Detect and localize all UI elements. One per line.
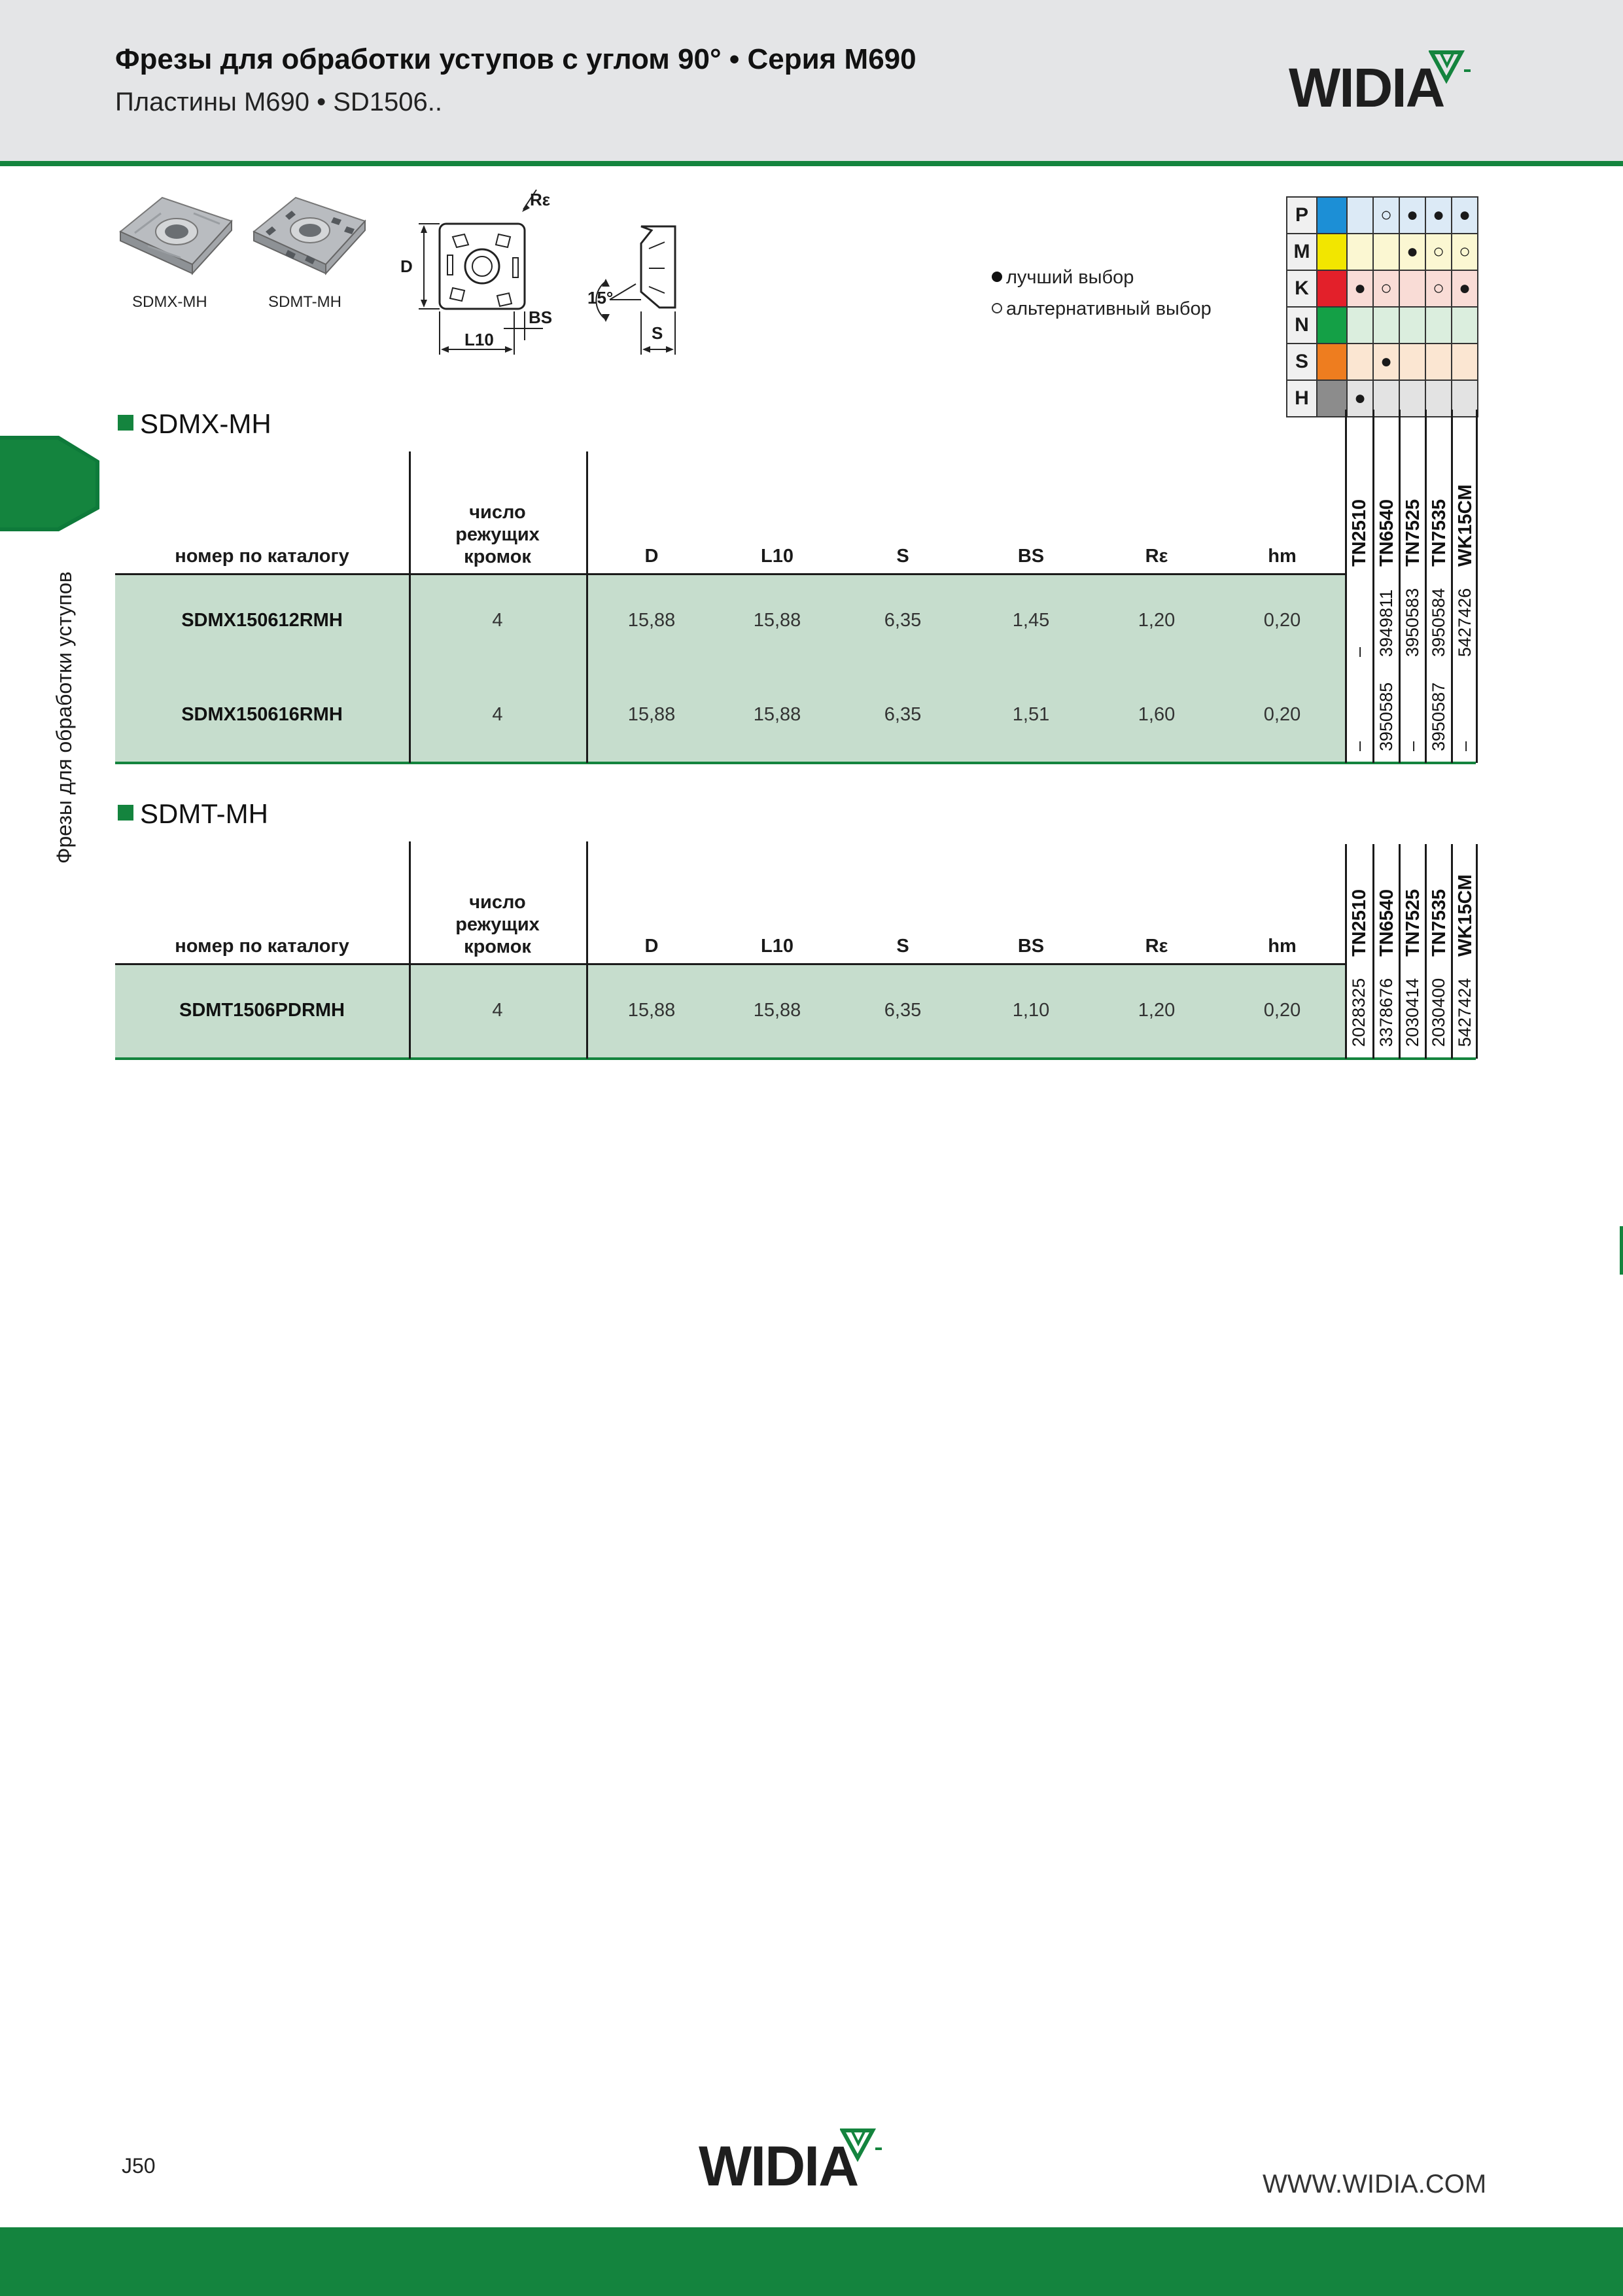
grade-column-divider (1476, 410, 1478, 763)
col-header-edges: число режущих кромок (455, 892, 540, 957)
cutting-edges: 4 (492, 704, 503, 725)
grade-suitability-mark (1399, 307, 1425, 344)
material-code: N (1287, 307, 1317, 344)
section-title-sdmt: SDMT-MH (118, 798, 268, 830)
section-title-sdmx: SDMX-MH (118, 408, 271, 440)
col-header-d: D (644, 936, 659, 957)
grade-column-divider (1425, 410, 1427, 763)
material-grade-grid (1286, 196, 1478, 417)
col-header-re: Rε (1145, 936, 1168, 957)
value-hm: 0,20 (1263, 704, 1301, 725)
cutting-edges: 4 (492, 610, 503, 631)
drawing-label-s: S (652, 323, 663, 343)
value-s: 6,35 (884, 704, 922, 725)
green-square-icon (118, 415, 133, 431)
material-row (1287, 234, 1478, 270)
grade-suitability-mark (1373, 380, 1399, 417)
table-bottom-rule (115, 762, 1476, 764)
grade-suitability-mark (1425, 307, 1452, 344)
grade-column-divider (1399, 844, 1401, 1059)
grade-suitability-mark: ● (1373, 344, 1399, 380)
right-edge-marker (1620, 1226, 1623, 1275)
value-hm: 0,20 (1263, 1000, 1301, 1021)
value-s: 6,35 (884, 610, 922, 631)
material-code: H (1287, 380, 1317, 417)
legend-alt: альтернативный выбор (992, 298, 1212, 320)
filled-dot-icon (992, 272, 1002, 282)
material-row (1287, 270, 1478, 307)
grade-suitability-mark: ● (1452, 197, 1478, 234)
material-color-swatch (1317, 307, 1347, 344)
insert-sdmx-image (115, 194, 237, 276)
value-l10: 15,88 (753, 610, 801, 631)
material-row (1287, 380, 1478, 417)
table-row-band (115, 574, 1345, 763)
material-color-swatch (1317, 344, 1347, 380)
col-header-catalog: номер по каталогу (175, 546, 349, 567)
value-re: 1,20 (1138, 610, 1176, 631)
col-header-re: Rε (1145, 546, 1168, 567)
footer-band (0, 2227, 1623, 2296)
grade-suitability-mark: ● (1425, 197, 1452, 234)
widia-logo: WIDIA (1289, 60, 1478, 119)
grade-suitability-mark (1399, 344, 1425, 380)
value-bs: 1,10 (1012, 1000, 1050, 1021)
value-s: 6,35 (884, 1000, 922, 1021)
grade-suitability-mark: ○ (1373, 197, 1399, 234)
section-tab[interactable] (0, 436, 102, 533)
material-code: M (1287, 234, 1317, 270)
material-color-swatch (1317, 380, 1347, 417)
grade-suitability-mark: ● (1399, 197, 1425, 234)
value-re: 1,20 (1138, 1000, 1176, 1021)
grade-suitability-mark (1399, 380, 1425, 417)
col-header-hm: hm (1268, 546, 1297, 567)
grade-suitability-mark: ● (1347, 380, 1373, 417)
legend-best: лучший выбор (992, 267, 1134, 289)
col-header-bs: BS (1017, 936, 1045, 957)
col-header-d: D (644, 546, 659, 567)
grade-suitability-mark (1373, 307, 1399, 344)
drawing-label-bs: BS (529, 308, 553, 327)
grade-suitability-mark: ○ (1425, 270, 1452, 307)
grade-suitability-mark (1347, 197, 1373, 234)
value-d: 15,88 (627, 610, 676, 631)
green-square-icon (118, 805, 133, 821)
insert-sdmt-caption: SDMT-MH (268, 293, 341, 311)
col-header-s: S (896, 546, 909, 567)
material-code: P (1287, 197, 1317, 234)
grade-suitability-mark (1347, 307, 1373, 344)
header-divider (0, 161, 1623, 166)
material-color-swatch (1317, 270, 1347, 307)
col-header-edges: число режущих кромок (455, 502, 540, 567)
value-bs: 1,45 (1012, 610, 1050, 631)
widia-logo-mark-icon (1429, 50, 1475, 88)
value-bs: 1,51 (1012, 704, 1050, 725)
page-subtitle: Пластины M690 • SD1506.. (115, 88, 443, 116)
column-divider (409, 841, 411, 1059)
col-header-hm: hm (1268, 936, 1297, 957)
material-code: S (1287, 344, 1317, 380)
grade-suitability-mark (1425, 380, 1452, 417)
insert-sdmx-caption: SDMX-MH (132, 293, 207, 311)
grade-suitability-mark: ○ (1425, 234, 1452, 270)
material-color-swatch (1317, 234, 1347, 270)
header-rule (115, 573, 1345, 575)
grade-suitability-mark (1347, 344, 1373, 380)
website-link[interactable]: WWW.WIDIA.COM (1263, 2170, 1487, 2199)
grade-suitability-mark (1399, 270, 1425, 307)
grade-column-divider (1372, 844, 1374, 1059)
grade-suitability-mark: ● (1347, 270, 1373, 307)
col-header-l10: L10 (761, 936, 794, 957)
grade-column-divider (1451, 844, 1453, 1059)
col-header-l10: L10 (761, 546, 794, 567)
grade-suitability-mark (1452, 380, 1478, 417)
grade-suitability-mark: ● (1399, 234, 1425, 270)
grade-column-divider (1425, 844, 1427, 1059)
table-bottom-rule (115, 1057, 1476, 1060)
grade-column-divider (1451, 410, 1453, 763)
grade-suitability-mark: ● (1452, 270, 1478, 307)
material-row (1287, 197, 1478, 234)
drawing-label-d: D (400, 256, 413, 276)
cutting-edges: 4 (492, 1000, 503, 1021)
hollow-dot-icon (992, 303, 1002, 313)
value-d: 15,88 (627, 704, 676, 725)
page-number: J50 (122, 2154, 156, 2178)
value-hm: 0,20 (1263, 610, 1301, 631)
widia-footer-logo: WIDIA (699, 2138, 895, 2197)
insert-sdmt-image (249, 194, 370, 276)
material-code: K (1287, 270, 1317, 307)
col-header-catalog: номер по каталогу (175, 936, 349, 957)
value-l10: 15,88 (753, 1000, 801, 1021)
value-d: 15,88 (627, 1000, 676, 1021)
material-color-swatch (1317, 197, 1347, 234)
grade-column-divider (1372, 410, 1374, 763)
drawing-label-re: Rε (530, 190, 551, 209)
col-header-s: S (896, 936, 909, 957)
grade-suitability-mark (1452, 344, 1478, 380)
widia-logo-mark-icon (840, 2128, 886, 2166)
material-row (1287, 307, 1478, 344)
drawing-label-angle: 15° (587, 288, 614, 308)
material-row (1287, 344, 1478, 380)
drawing-label-l10: L10 (464, 330, 494, 349)
grade-suitability-mark (1452, 307, 1478, 344)
grade-suitability-mark (1425, 344, 1452, 380)
value-l10: 15,88 (753, 704, 801, 725)
header-rule (115, 963, 1345, 965)
grade-column-divider (1345, 410, 1347, 763)
catalog-number: SDMX150612RMH (181, 610, 343, 631)
catalog-number: SDMX150616RMH (181, 704, 343, 725)
grade-column-divider (1345, 844, 1347, 1059)
page-title: Фрезы для обработки уступов с углом 90° • Серия M690 (115, 43, 916, 75)
catalog-number: SDMT1506PDRMH (179, 1000, 345, 1021)
grade-suitability-mark: ○ (1452, 234, 1478, 270)
grade-suitability-mark: ○ (1373, 270, 1399, 307)
col-header-bs: BS (1017, 546, 1045, 567)
grade-suitability-mark (1373, 234, 1399, 270)
value-re: 1,60 (1138, 704, 1176, 725)
grade-suitability-mark (1347, 234, 1373, 270)
grade-column-divider (1399, 410, 1401, 763)
